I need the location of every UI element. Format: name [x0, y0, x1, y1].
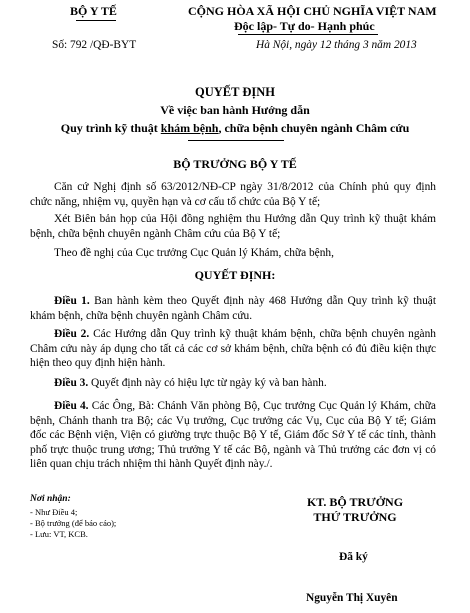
article-4 [30, 399, 436, 472]
signed-note: Đã ký [339, 551, 368, 563]
national-title: CỘNG HÒA XÃ HỘI CHỦ NGHĨA VIỆT NAM [188, 4, 437, 18]
article-3-text: Quyết định này có hiệu lực từ ngày ký và ban hành. [88, 377, 327, 389]
authority-heading: BỘ TRƯỞNG BỘ Y TẾ [173, 157, 297, 171]
subject-suffix: , chữa bệnh chuyên ngành Châm cứu [218, 121, 410, 135]
signer-name: Nguyễn Thị Xuyên [306, 592, 398, 604]
document-subject [0, 121, 470, 136]
article-2-text: Các Hướng dẫn Quy trình kỹ thuật khám bệnh, chữa bệnh chuyên ngành Châm cứu này áp dụng cho tất cả các cơ sở khám bệnh, chữa bệnh có đủ điều kiện thực hiện theo quy định hiện hành. [30, 328, 436, 369]
recipient-item: - Bộ trưởng (để báo cáo); [30, 518, 117, 528]
national-motto: Độc lập- Tự do- Hạnh phúc [234, 19, 375, 33]
document-title: QUYẾT ĐỊNH [195, 85, 275, 99]
preamble-legal-basis: Căn cứ Nghị định số 63/2012/NĐ-CP ngày 31/8/2012 của Chính phủ quy định chức năng, nhiệm vụ, quyền hạn và cơ cấu tổ chức của Bộ Y tế; [30, 181, 436, 208]
document-subtitle: Về việc ban hành Hướng dẫn [160, 103, 310, 117]
article-1 [30, 294, 436, 323]
ministry-underline [76, 20, 116, 21]
signature-position: THỨ TRƯỞNG [313, 510, 397, 524]
preamble-proposal: Theo đề nghị của Cục trưởng Cục Quản lý Khám, chữa bệnh, [54, 247, 334, 259]
subject-underline [188, 140, 284, 141]
article-1-label: Điều 1. [54, 295, 90, 307]
subject-prefix: Quy trình kỹ thuật [60, 121, 161, 135]
article-1-text: Ban hành kèm theo Quyết định này 468 Hướng dẫn Quy trình kỹ thuật khám bệnh, chữa bệnh chuyên ngành Châm cứu. [30, 295, 436, 322]
signature-title: KT. BỘ TRƯỞNG [306, 495, 404, 509]
place-date: Hà Nội, ngày 12 tháng 3 năm 2013 [256, 39, 417, 51]
subject-underlined: khám bệnh [160, 121, 219, 135]
preamble-council: Xét Biên bản họp của Hội đồng nghiệm thu Hướng dẫn Quy trình kỹ thuật khám bệnh, chữa bệnh chuyên ngành Châm cứu của Bộ Y tế; [30, 213, 436, 240]
article-4-text: Các Ông, Bà: Chánh Văn phòng Bộ, Cục trưởng Cục Quản lý Khám, chữa bệnh, Chánh thanh tra Bộ; các Vụ trưởng, Cục trưởng các Vụ, Cục của Bộ Y tế; Giám đốc các Bệnh viện, Viện có giường trực thuộc Bộ Y tế, Giám đốc Sở Y tế các tỉnh, thành phố trực thuộc trung ương; Thủ trưởng Y tế các Bộ, ngành và Thủ trưởng các đơn vị có liên quan chịu trách nhiệm thi hành Quyết định này./. [30, 400, 436, 470]
article-3-label: Điều 3. [54, 377, 89, 389]
decision-heading: QUYẾT ĐỊNH: [194, 268, 276, 282]
article-3 [30, 376, 436, 391]
ministry-name: BỘ Y TẾ [70, 4, 117, 18]
recipient-item: - Như Điều 4; [30, 507, 78, 517]
motto-underline [238, 34, 378, 35]
document-number: Số: 792 /QĐ-BYT [52, 39, 137, 51]
recipient-item: - Lưu: VT, KCB. [30, 529, 88, 539]
article-4-label: Điều 4. [54, 400, 89, 412]
article-2-label: Điều 2. [54, 328, 90, 340]
recipients-heading: Nơi nhận: [30, 494, 71, 504]
article-2 [30, 327, 436, 371]
